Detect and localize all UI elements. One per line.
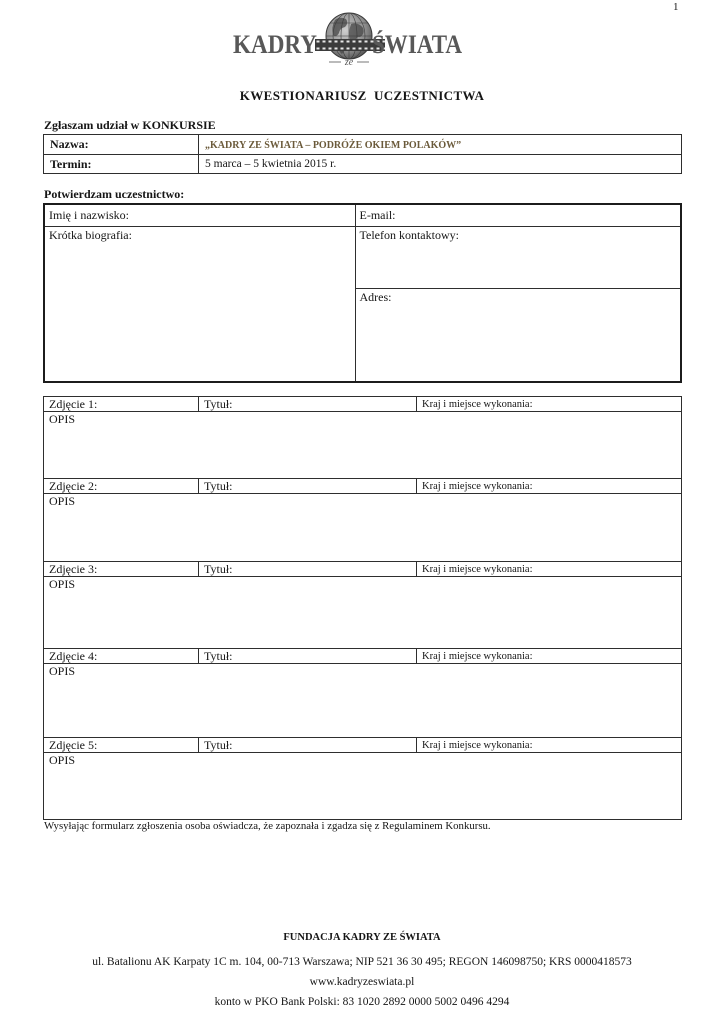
contest-name-row bbox=[44, 135, 682, 155]
photo-place-cell bbox=[417, 397, 682, 412]
photo-title-label: Tytuł: bbox=[204, 561, 233, 576]
photo-number-label: Zdjęcie 4: bbox=[49, 648, 98, 663]
photo-title-label: Tytuł: bbox=[204, 396, 233, 411]
phone-field-label: Telefon kontaktowy: bbox=[359, 227, 459, 242]
photo-description-label: OPIS bbox=[49, 664, 76, 678]
photo-description-cell bbox=[44, 494, 682, 562]
contest-name-label: Nazwa: bbox=[50, 137, 89, 151]
photo-description-cell bbox=[44, 577, 682, 649]
address-field-label: Adres: bbox=[359, 289, 392, 304]
logo bbox=[229, 11, 469, 71]
photo-title-cell bbox=[199, 562, 417, 577]
participant-heading: Potwierdzam uczestnictwo: bbox=[44, 187, 185, 201]
logo-word-kadry: KADRY bbox=[233, 30, 318, 59]
participant-row-bio bbox=[44, 226, 681, 288]
photo-place-label: Kraj i miejsce wykonania: bbox=[422, 563, 533, 575]
participant-table bbox=[43, 203, 682, 383]
photo-title-label: Tytuł: bbox=[204, 478, 233, 493]
contest-term-label-cell bbox=[44, 155, 199, 174]
contest-term-row bbox=[44, 155, 682, 174]
photo-place-cell bbox=[417, 649, 682, 664]
contest-name-value-cell bbox=[199, 135, 682, 155]
photo-description-row bbox=[44, 494, 682, 562]
photo-number-label: Zdjęcie 3: bbox=[49, 561, 98, 576]
photo-place-label: Kraj i miejsce wykonania: bbox=[422, 480, 533, 492]
phone-field bbox=[355, 226, 681, 288]
photo-description-row bbox=[44, 664, 682, 738]
page-number: 1 bbox=[673, 1, 679, 13]
logo-word-ze: ze bbox=[344, 57, 354, 68]
participant-row-name bbox=[44, 204, 681, 226]
photo-description-label: OPIS bbox=[49, 577, 76, 591]
photo-description-label: OPIS bbox=[49, 494, 76, 508]
photo-place-label: Kraj i miejsce wykonania: bbox=[422, 739, 533, 751]
photo-number-label: Zdjęcie 2: bbox=[49, 478, 98, 493]
photo-title-cell bbox=[199, 649, 417, 664]
name-field bbox=[44, 204, 355, 226]
photo-title-cell bbox=[199, 397, 417, 412]
email-field bbox=[355, 204, 681, 226]
photo-header-row bbox=[44, 738, 682, 753]
photo-number-cell bbox=[44, 397, 199, 412]
photo-place-cell bbox=[417, 479, 682, 494]
footer-organization: FUNDACJA KADRY ZE ŚWIATA bbox=[283, 932, 441, 943]
photo-number-cell bbox=[44, 738, 199, 753]
contest-term-label: Termin: bbox=[50, 156, 92, 171]
photo-number-label: Zdjęcie 5: bbox=[49, 737, 98, 752]
photo-number-cell bbox=[44, 649, 199, 664]
photo-title-cell bbox=[199, 738, 417, 753]
photo-header-row bbox=[44, 649, 682, 664]
contest-term-value-cell bbox=[199, 155, 682, 174]
photo-title-label: Tytuł: bbox=[204, 648, 233, 663]
photo-description-cell bbox=[44, 664, 682, 738]
photo-description-row bbox=[44, 753, 682, 820]
contest-table bbox=[43, 134, 682, 174]
photo-place-cell bbox=[417, 562, 682, 577]
photo-number-cell bbox=[44, 479, 199, 494]
contest-name-label-cell bbox=[44, 135, 199, 155]
bio-field-label: Krótka biografia: bbox=[49, 227, 132, 242]
consent-statement: Wysyłając formularz zgłoszenia osoba oświadcza, że zapoznała i zgadza się z Regulaminem Konkursu. bbox=[44, 820, 491, 832]
photo-description-cell bbox=[44, 412, 682, 479]
globe-icon bbox=[326, 13, 372, 59]
page-title: KWESTIONARIUSZ UCZESTNICTWA bbox=[239, 88, 485, 103]
photo-place-cell bbox=[417, 738, 682, 753]
name-field-label: Imię i nazwisko: bbox=[49, 207, 129, 222]
bio-field bbox=[44, 226, 355, 382]
photo-description-row bbox=[44, 577, 682, 649]
photo-place-label: Kraj i miejsce wykonania: bbox=[422, 650, 533, 662]
contest-name-value: „KADRY ZE ŚWIATA – PODRÓŻE OKIEM POLAKÓW” bbox=[205, 139, 462, 151]
photo-description-row bbox=[44, 412, 682, 479]
footer-address: ul. Batalionu AK Karpaty 1C m. 104, 00-713 Warszawa; NIP 521 36 30 495; REGON 146098750; KRS 0000418573 bbox=[92, 956, 632, 968]
address-field bbox=[355, 288, 681, 382]
photo-number-cell bbox=[44, 562, 199, 577]
photos-table bbox=[43, 396, 682, 820]
photo-header-row bbox=[44, 479, 682, 494]
logo-word-swiata: ŚWIATA bbox=[372, 30, 463, 59]
footer-bank-account: konto w PKO Bank Polski: 83 1020 2892 0000 5002 0496 4294 bbox=[214, 996, 510, 1008]
contest-heading: Zgłaszam udział w KONKURSIE bbox=[44, 118, 216, 132]
photo-number-label: Zdjęcie 1: bbox=[49, 396, 98, 411]
contest-term-value: 5 marca – 5 kwietnia 2015 r. bbox=[205, 158, 337, 170]
photo-place-label: Kraj i miejsce wykonania: bbox=[422, 398, 533, 410]
footer-website: www.kadryzeswiata.pl bbox=[309, 976, 415, 988]
photo-title-label: Tytuł: bbox=[204, 737, 233, 752]
photo-description-cell bbox=[44, 753, 682, 820]
photo-title-cell bbox=[199, 479, 417, 494]
email-field-label: E-mail: bbox=[359, 207, 396, 222]
photo-description-label: OPIS bbox=[49, 753, 76, 767]
photo-description-label: OPIS bbox=[49, 412, 76, 426]
photo-header-row bbox=[44, 397, 682, 412]
photo-header-row bbox=[44, 562, 682, 577]
